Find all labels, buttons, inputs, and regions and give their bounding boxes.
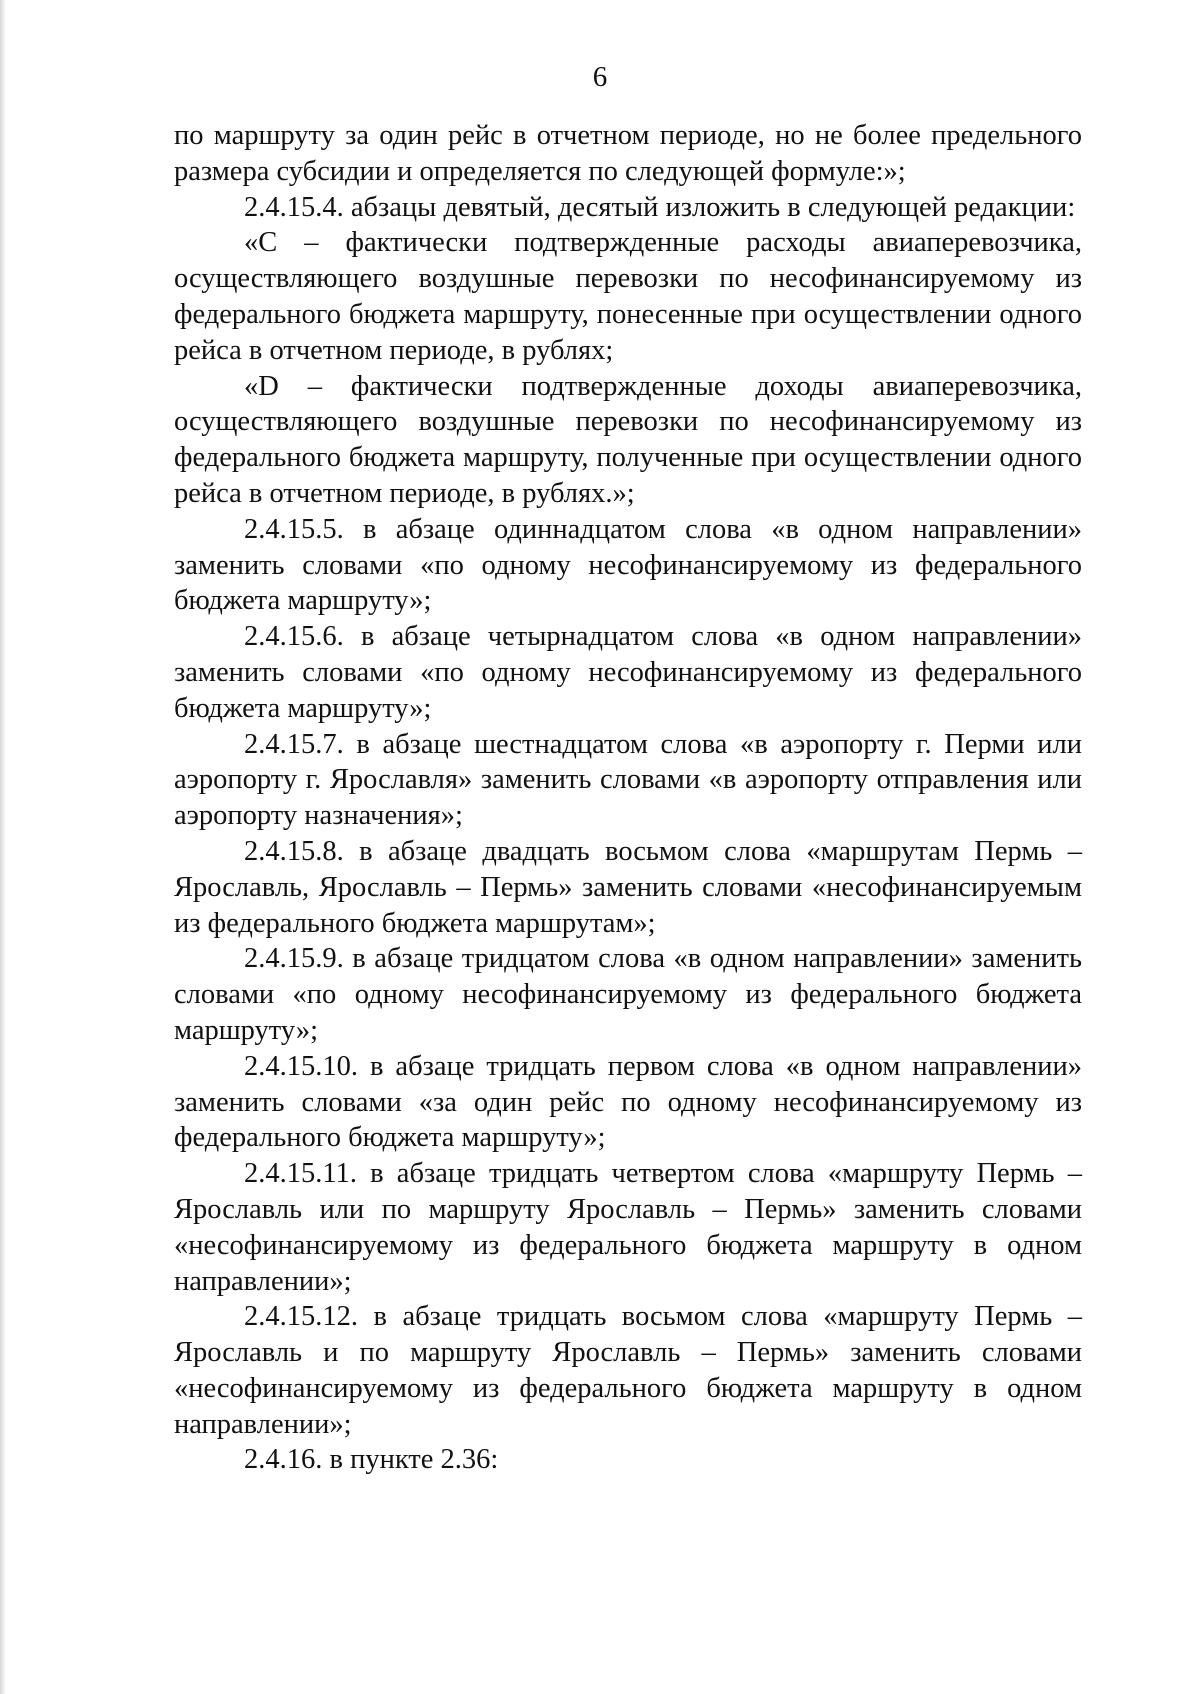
paragraph-2-4-15-10: 2.4.15.10. в абзаце тридцать первом слова «в одном направлении» заменить словами «за один рейс по одному несофинансируемому из федерального бюджета маршруту»; [174,1050,1082,1154]
paragraph-2-4-15-12: 2.4.15.12. в абзаце тридцать восьмом слова «маршруту Пермь – Ярославль и по маршруту Ярославль – Пермь» заменить словами «несофинансируемому из федерального бюджета маршруту в одном направлении»; [174,1301,1082,1440]
paragraph-2-4-15-11: 2.4.15.11. в абзаце тридцать четвертом слова «маршруту Пермь – Ярославль или по маршруту Ярославль – Пермь» заменить словами «несофинансируемому из федерального бюджета маршруту в одном направлении»; [174,1158,1082,1297]
paragraph-definition-d: «D – фактически подтвержденные доходы авиаперевозчика, осуществляющего воздушные перевозки по несофинансируемому из федерального бюджета маршруту, полученные при осуществлении одного рейса в отчетном периоде, в рублях.»; [174,370,1082,509]
paragraph-2-4-15-5: 2.4.15.5. в абзаце одиннадцатом слова «в одном направлении» заменить словами «по одному несофинансируемому из федерального бюджета маршруту»; [174,513,1082,617]
paragraph-2-4-15-4: 2.4.15.4. абзацы девятый, десятый изложить в следующей редакции: [244,191,1076,223]
document-body [174,118,1082,1478]
scan-edge-shadow [0,0,6,1694]
page-number: 6 [592,61,608,93]
paragraph-2-4-16: 2.4.16. в пункте 2.36: [244,1444,499,1476]
paragraph-2-4-15-8: 2.4.15.8. в абзаце двадцать восьмом слова «маршрутам Пермь – Ярославль, Ярославль – Пермь» заменить словами «несофинансируемым из федерального бюджета маршрутам»; [174,835,1082,939]
paragraph-2-4-15-9: 2.4.15.9. в абзаце тридцатом слова «в одном направлении» заменить словами «по одному несофинансируемому из федерального бюджета маршруту»; [174,943,1082,1046]
paragraph-definition-c: «С – фактически подтвержденные расходы авиаперевозчика, осуществляющего воздушные перевозки по несофинансируемому из федерального бюджета маршруту, понесенные при осуществлении одного рейса в отчетном периоде, в рублях; [174,227,1082,366]
paragraph-2-4-15-6: 2.4.15.6. в абзаце четырнадцатом слова «в одном направлении» заменить словами «по одному несофинансируемому из федерального бюджета маршруту»; [174,621,1082,724]
paragraph-continuation: по маршруту за один рейс в отчетном периоде, но не более предельного размера субсидии и определяется по следующей формуле:»; [174,120,1082,187]
paragraph-2-4-15-7: 2.4.15.7. в абзаце шестнадцатом слова «в аэропорту г. Перми или аэропорту г. Ярославля» заменить словами «в аэропорту отправления или аэропорту назначения»; [174,728,1082,832]
